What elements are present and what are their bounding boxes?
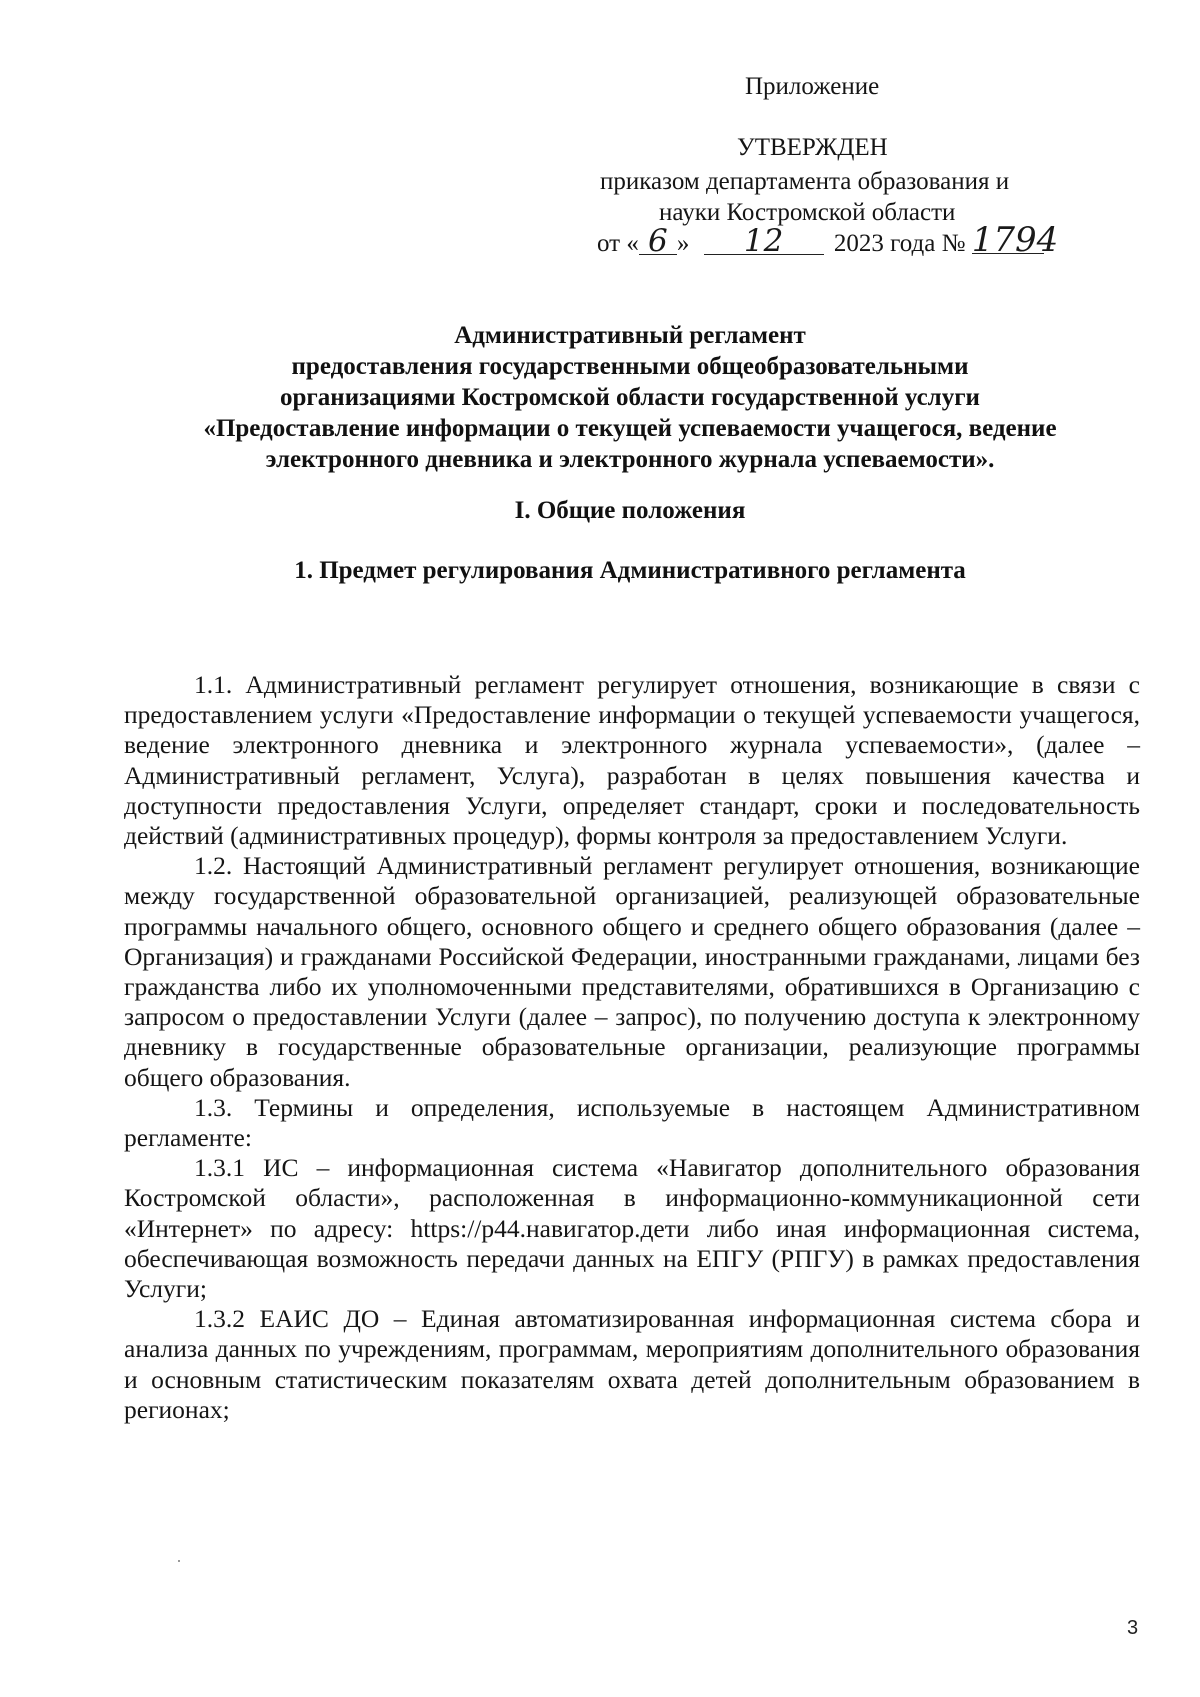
attachment-label: Приложение	[745, 73, 880, 100]
order-line-1: приказом департамента образования и	[600, 168, 1010, 195]
title-line-4: «Предоставление информации о текущей успеваемости учащегося, ведение	[203, 415, 1057, 442]
document-title	[120, 320, 1140, 475]
date-day-handwritten: 6	[639, 228, 677, 255]
approved-label: УТВЕРЖДЕН	[737, 134, 888, 161]
title-line-5: электронного дневника и электронного журнала успеваемости».	[265, 446, 995, 473]
order-date-line	[597, 220, 1059, 261]
paragraph-1-1: 1.1. Административный регламент регулирует отношения, возникающие в связи с предоставлением услуги «Предоставление информации о текущей успеваемости учащегося, ведение электронного дневника и электронного журнала успеваемости», (далее – Административный регламент, Услуга), разработан в целях повышения качества и доступности предоставления Услуги, определяет стандарт, сроки и последовательность действий (административных процедур), формы контроля за предоставлением Услуги.	[124, 670, 1140, 851]
subsection-heading: 1. Предмет регулирования Административного регламента	[294, 557, 966, 584]
scan-speck	[178, 1560, 180, 1562]
paragraph-1-3: 1.3. Термины и определения, используемые в настоящем Административном регламенте:	[124, 1092, 1140, 1153]
section-heading: I. Общие положения	[514, 497, 746, 524]
title-line-2: предоставления государственными общеобразовательными	[291, 353, 969, 380]
date-month-handwritten: 12	[704, 228, 824, 255]
title-line-1: Административный регламент	[454, 322, 806, 349]
paragraph-1-3-1: 1.3.1 ИС – информационная система «Навигатор дополнительного образования Костромской области», расположенная в информационно-коммуникационной сети «Интернет» по адресу: https://р44.навигатор.дети либо иная информационная система, обеспечивающая возможность передачи данных на ЕПГУ (РПГУ) в рамках предоставления Услуги;	[124, 1153, 1140, 1304]
document-body	[124, 670, 1140, 1425]
order-line-2: науки Костромской области	[659, 199, 956, 226]
page-number: 3	[1127, 1617, 1139, 1639]
paragraph-1-2: 1.2. Настоящий Административный регламент регулирует отношения, возникающие между государственной образовательной организацией, реализующей образовательные программы начального общего, основного общего и среднего общего образования (далее – Организация) и гражданами Российской Федерации, иностранными гражданами, лицами без гражданства либо их уполномоченными представителями, обратившихся в Организацию с запросом о предоставлении Услуги (далее – запрос), по получению доступа к электронному дневнику в государственные образовательные организации, реализующие программы общего образования.	[124, 851, 1140, 1092]
date-suffix: 2023 года №	[833, 230, 966, 257]
title-line-3: организациями Костромской области государственной услуги	[280, 384, 980, 411]
paragraph-1-3-2: 1.3.2 ЕАИС ДО – Единая автоматизированная информационная система сбора и анализа данных по учреждениям, программам, мероприятиям дополнительного образования и основным статистическим показателям охвата детей дополнительным образованием в регионах;	[124, 1304, 1140, 1424]
order-number-handwritten: 1794	[971, 220, 1059, 260]
date-mid: »	[676, 230, 690, 257]
date-prefix: от «	[597, 230, 639, 257]
